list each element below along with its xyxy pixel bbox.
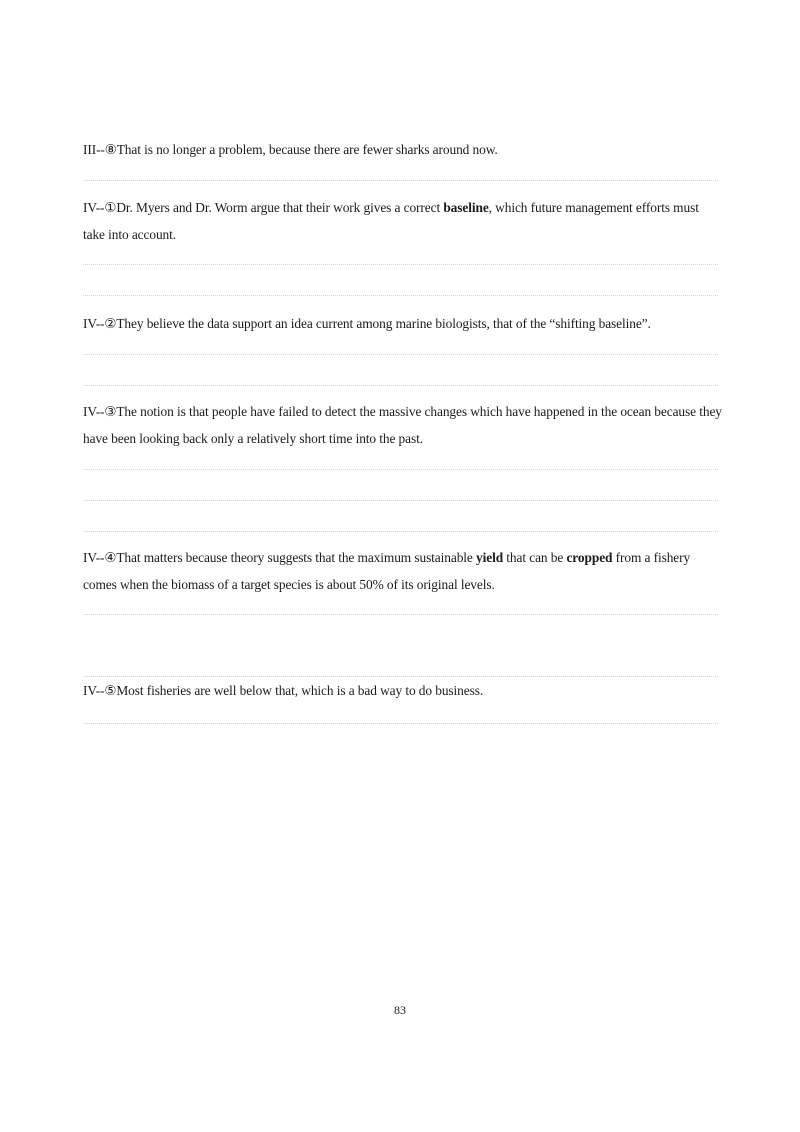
sentence-text: Dr. Myers and Dr. Worm argue that their work gives a correct: [116, 200, 444, 215]
vocab-baseline: baseline: [443, 200, 489, 215]
sentence-text: That matters because theory suggests that the maximum sustainable: [116, 550, 477, 565]
sentence-text: that can be: [503, 550, 567, 565]
sentence-text: from a fishery comes when the biomass of a target species is about 50% of its original levels.: [83, 550, 691, 592]
sentence-marker: ②: [104, 316, 117, 331]
vocab-cropped: cropped: [566, 550, 613, 565]
sentence-label: IV--: [83, 683, 105, 698]
sentence-text: Most fisheries are well below that, which is a bad way to do business.: [116, 683, 484, 698]
answer-line: [83, 531, 718, 532]
answer-line: [83, 295, 718, 296]
vocab-yield: yield: [476, 550, 504, 565]
sentence-iv-2: [83, 310, 723, 337]
sentence-label: IV--: [83, 200, 105, 215]
sentence-marker: ①: [104, 200, 117, 215]
sentence-label: IV--: [83, 316, 105, 331]
sentence-iv-3: [83, 398, 723, 452]
answer-line: [83, 614, 718, 615]
answer-line: [83, 723, 718, 724]
answer-line: [83, 385, 718, 386]
answer-line: [83, 469, 718, 470]
page-number: 83: [394, 1003, 406, 1017]
sentence-iv-1: [83, 194, 723, 248]
answer-line: [83, 180, 718, 181]
sentence-iv-4: [83, 544, 723, 598]
sentence-label: IV--: [83, 550, 105, 565]
sentence-text: That is no longer a problem, because there are fewer sharks around now.: [116, 142, 498, 157]
sentence-text: The notion is that people have failed to detect the massive changes which have happened in the ocean because they have been looking back only a relatively short time into the past.: [83, 404, 722, 446]
sentence-marker: ④: [104, 550, 117, 565]
sentence-iii-8: [83, 136, 723, 163]
sentence-marker: ⑤: [104, 683, 117, 698]
answer-line: [83, 264, 718, 265]
sentence-text: They believe the data support an idea current among marine biologists, that of the “shifting baseline”.: [116, 316, 651, 331]
answer-line: [83, 500, 718, 501]
sentence-iv-5: [83, 677, 723, 704]
sentence-label: III--: [83, 142, 105, 157]
sentence-label: IV--: [83, 404, 105, 419]
answer-line: [83, 354, 718, 355]
sentence-marker: ③: [104, 404, 117, 419]
sentence-text: , which future management efforts must take into account.: [83, 200, 699, 242]
sentence-marker: ⑧: [104, 142, 117, 157]
